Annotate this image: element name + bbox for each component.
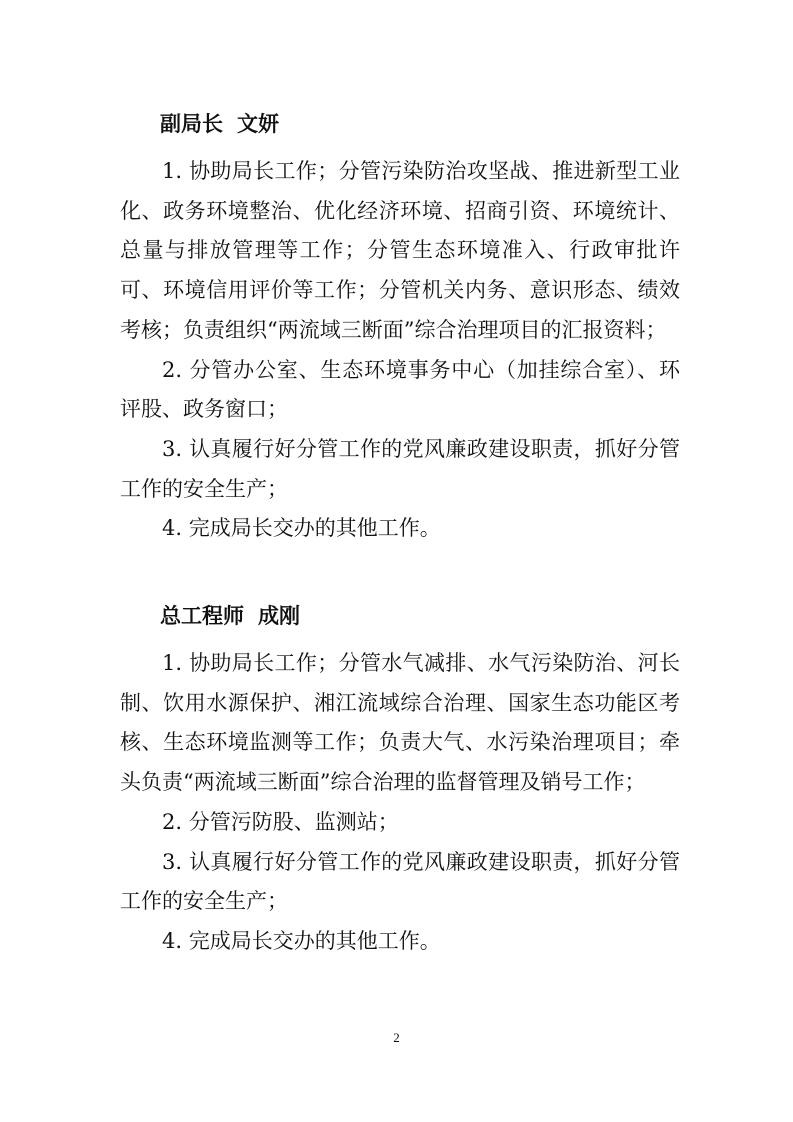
page-number: 2 [393,1030,400,1045]
duty-paragraph-2: 2. 分管污防股、监测站； [162,809,399,834]
section-heading [160,108,680,140]
section-deputy-director [120,108,680,549]
duty-paragraph-3: 3. 认真履行好分管工作的党风廉政建设职责，抓好分管工作的安全生产； [120,849,680,914]
section-chief-engineer [120,600,680,962]
person-name: 成刚 [258,604,300,628]
role-title: 总工程师 [160,604,244,628]
duty-paragraph-3: 3. 认真履行好分管工作的党风廉政建设职责，抓好分管工作的安全生产； [120,436,680,501]
person-name: 文妍 [237,112,279,136]
duty-paragraph-4: 4. 完成局长交办的其他工作。 [162,516,441,541]
section-heading [160,600,680,632]
duty-paragraph-1: 1. 协助局长工作；分管水气减排、水气污染防治、河长制、饮用水源保护、湘江流域综合治理、国家生态功能区考核、生态环境监测等工作；负责大气、水污染治理项目；牵头负责“两流域三断面”综合治理的监督管理及销号工作； [120,651,680,795]
duty-paragraph-2: 2. 分管办公室、生态环境事务中心（加挂综合室）、环评股、政务窗口； [120,357,680,422]
role-title: 副局长 [160,112,223,136]
duty-paragraph-1: 1. 协助局长工作；分管污染防治攻坚战、推进新型工业化、政务环境整治、优化经济环境、招商引资、环境统计、总量与排放管理等工作；分管生态环境准入、行政审批许可、环境信用评价等工作；分管机关内务、意识形态、绩效考核；负责组织“两流域三断面”综合治理项目的汇报资料； [120,159,680,342]
duty-paragraph-4: 4. 完成局长交办的其他工作。 [162,928,441,953]
